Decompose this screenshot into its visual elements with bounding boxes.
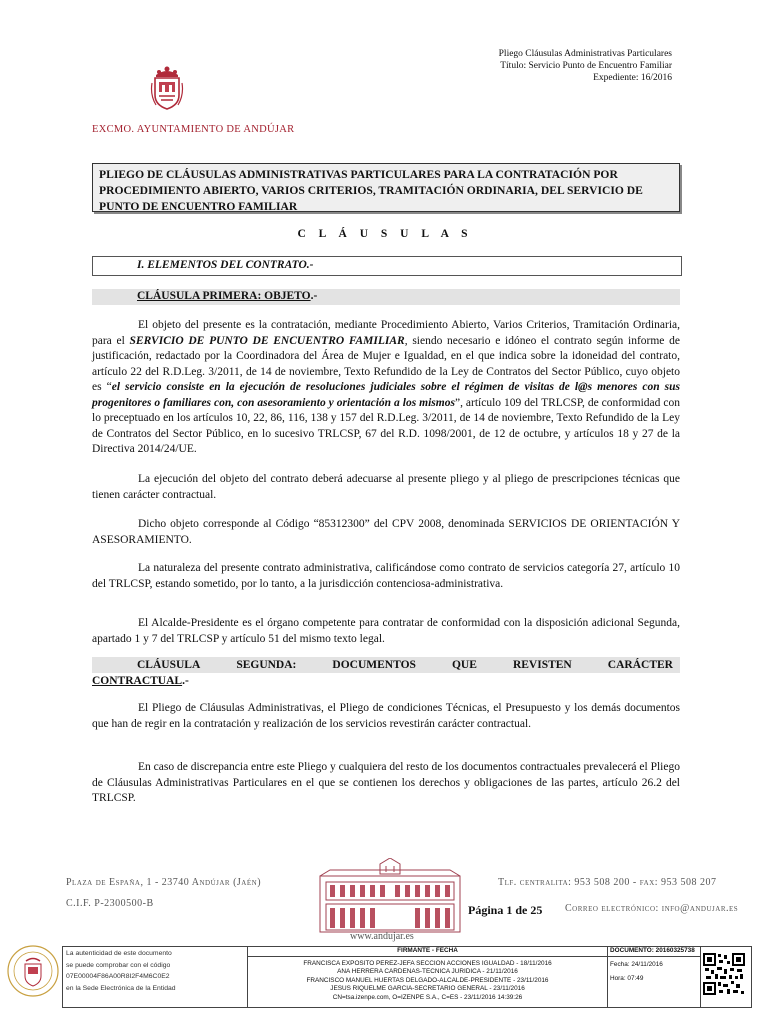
clause-2-paragraph-2 xyxy=(92,760,680,807)
text-run: ”, artículo 109 del TRLCSP, de conformidad con lo preceptuado en los artículos 10, 22, 86, 116, 138 y 157 del R.D.Leg. 3/2011, de 14 de noviembre, Texto Refundido de la Ley de Contratos del Sector Público, en lo sucesivo TRLCSP, 67 del R.D. 1098/2001, de 12 de octubre, y artículos 18 y 27 de la Directiva 2014/24/UE. xyxy=(92,396,680,455)
auth-line: se puede comprobar con el código xyxy=(66,961,171,969)
document-info-cell xyxy=(608,947,701,1008)
clause-2-heading-line-1 xyxy=(137,659,673,671)
paragraph-text: La naturaleza del presente contrato administrativa, calificándose como contrato de servicios categoría 27, artículo 10 del TRLCSP, estando sometido, por lo tanto, a la jurisdicción contenciosa-administrativa. xyxy=(92,562,680,590)
paragraph-text: La ejecución del objeto del contrato deberá adecuarse al presente pliego y al pliego de prescripciones técnicas que tienen carácter contractual. xyxy=(92,473,680,501)
clause-1-title: CLÁUSULA PRIMERA: OBJETO xyxy=(137,290,311,302)
paragraph-text: El Alcalde-Presidente es el órgano competente para contratar de conformidad con la disposición adicional Segunda, apartado 1 y 7 del TRLCSP y artículo 51 del mismo texto legal. xyxy=(92,617,680,645)
document-date: Fecha: 24/11/2016 xyxy=(610,960,663,968)
clause-2-title-suffix: .- xyxy=(182,675,189,687)
clausulas-heading: C L Á U S U L A S xyxy=(297,228,473,240)
qr-code-icon[interactable] xyxy=(703,949,745,1001)
heading-word: CARÁCTER xyxy=(607,659,673,671)
organization-name: EXCMO. AYUNTAMIENTO DE ANDÚJAR xyxy=(92,124,295,135)
clause-1-paragraph-4 xyxy=(92,561,680,592)
clause-2-title: CONTRACTUAL xyxy=(92,675,183,687)
footer-email: Correo electrónico: info@andujar.es xyxy=(565,903,739,914)
verification-code: 07E00004F86A00R8I2F4M6C0E2 xyxy=(66,973,170,980)
running-header xyxy=(372,48,672,84)
document-number: DOCUMENTO: 20160325738 xyxy=(608,947,700,957)
text-run: El objeto del presente es la contratación, mediante Procedimiento Abierto, Varios Criterios, Tramitación Ordinaria, para el xyxy=(92,319,680,347)
section-heading: I. ELEMENTOS DEL CONTRATO.- xyxy=(137,259,314,271)
signer-line: FRANCISCA EXPOSITO PEREZ-JEFA SECCION ACCIONES IGUALDAD - 18/11/2016 xyxy=(303,959,552,967)
quoted-object: el servicio consiste en la ejecución de resoluciones judiciales sobre el régimen de visitas de l@s menores con sus progenitores o familiares con, con asesoramiento y orientación a los mismos xyxy=(92,381,680,409)
heading-word: DOCUMENTOS xyxy=(332,659,416,671)
clause-2-heading-line-2 xyxy=(92,675,189,687)
heading-word: QUE xyxy=(451,659,477,671)
clause-1-paragraph-5 xyxy=(92,616,680,647)
document-title: PLIEGO DE CLÁUSULAS ADMINISTRATIVAS PARTICULARES PARA LA CONTRATACIÓN POR PROCEDIMIENTO ABIERTO, VARIOS CRITERIOS, TRAMITACIÓN ORDINARIA, DEL SERVICIO DE PUNTO DE ENCUENTRO FAMILIAR xyxy=(92,163,680,212)
heading-word: CLÁUSULA xyxy=(137,659,201,671)
auth-line: en la Sede Electrónica de la Entidad xyxy=(66,984,176,992)
signer-line: FRANCISCO MANUEL HUERTAS DELGADO-ALCALDE-PRESIDENTE - 23/11/2016 xyxy=(306,976,549,984)
paragraph-text: En caso de discrepancia entre este Pliego y cualquiera del resto de los documentos contractuales prevalecerá el Pliego de Cláusulas Administrativas Particulares en el que se contienen los derechos y obligaciones de las partes, artículo 26.2 del TRLCSP. xyxy=(92,761,680,804)
paragraph-text: El Pliego de Cláusulas Administrativas, el Pliego de condiciones Técnicas, el Presupuesto y los demás documentos que han de regir en la contratación y realización de los servicios revestirán carácter contractual. xyxy=(92,702,680,730)
qr-cell xyxy=(701,947,752,1008)
header-line-1: Pliego Cláusulas Administrativas Particulares xyxy=(498,49,672,59)
signer-line: JESUS RIQUELME GARCIA-SECRETARIO GENERAL - 23/11/2016 xyxy=(330,985,525,993)
clause-1-paragraph-2 xyxy=(92,472,680,503)
heading-word: SEGUNDA: xyxy=(236,659,297,671)
clause-1-heading xyxy=(137,290,317,302)
paragraph-text: Dicho objeto corresponde al Código “85312300” del CPV 2008, denominada SERVICIOS DE ORIENTACIÓN Y ASESORAMIENTO. xyxy=(92,518,680,546)
footer-address: Plaza de España, 1 - 23740 Andújar (Jaén) xyxy=(66,877,262,888)
clause-1-paragraph-1 xyxy=(92,318,680,458)
service-name: SERVICIO DE PUNTO DE ENCUENTRO FAMILIAR xyxy=(129,334,405,347)
website-link[interactable]: www.andujar.es xyxy=(350,931,414,942)
page-number: Página 1 de 25 xyxy=(468,903,543,917)
header-line-3: Expediente: 16/2016 xyxy=(593,73,672,83)
town-hall-illustration xyxy=(316,858,464,936)
clause-2-paragraph-1 xyxy=(92,701,680,732)
seal-icon xyxy=(6,944,60,998)
authenticity-cell xyxy=(63,947,248,1008)
clause-1-title-suffix: .- xyxy=(310,290,318,302)
signer-line: ANA HERRERA CARDENAS-TECNICA JURIDICA - 21/11/2016 xyxy=(337,968,518,976)
signer-line: CN=tsa.izenpe.com, O=IZENPE S.A., C=ES - 23/11/2016 14:39:26 xyxy=(332,993,523,1001)
heading-word: REVISTEN xyxy=(512,659,572,671)
footer-cif: C.I.F. P-2300500-B xyxy=(66,898,154,909)
footer-phones: Tlf. centralita: 953 508 200 - fax: 953 508 207 xyxy=(498,877,717,888)
signers-cell xyxy=(248,947,608,1008)
text-run: , siendo necesario e idóneo el contrato según informe de justificación, redactado por la Coordinadora del Área de Mujer e Igualdad, en el que indica sobre la idoneidad del contrato, artículo 22 del R.D.Leg. 3/2011, de 14 de noviembre, Texto Refundido de la Ley de Contratos del Sector Público, cuyo objeto es “ xyxy=(92,334,680,393)
signature-table xyxy=(62,946,752,1008)
header-line-2: Título: Servicio Punto de Encuentro Familiar xyxy=(500,61,672,71)
signers-heading: FIRMANTE - FECHA xyxy=(248,947,607,957)
clause-1-paragraph-3 xyxy=(92,517,680,548)
auth-line: La autenticidad de este documento xyxy=(66,950,172,957)
document-time: Hora: 07:49 xyxy=(610,975,644,983)
coat-of-arms-icon xyxy=(150,65,184,111)
